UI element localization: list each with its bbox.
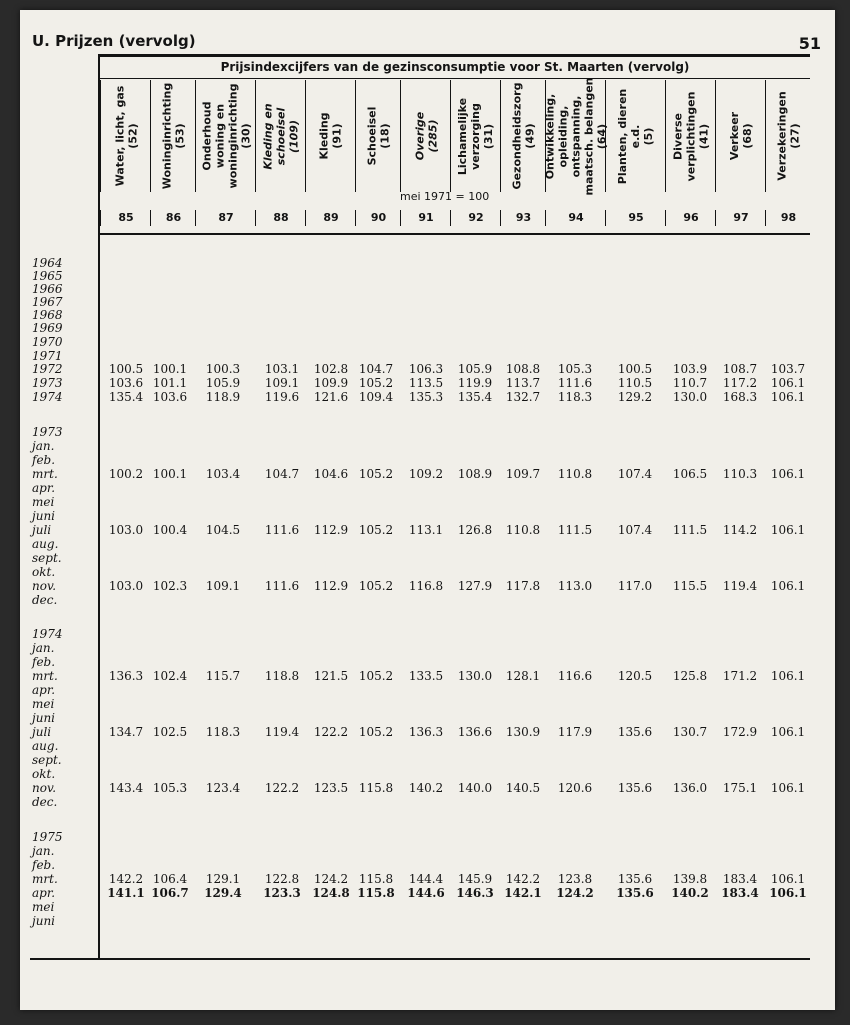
row-label: juni <box>32 914 56 928</box>
table-cell: 104.6 <box>313 467 349 481</box>
document-page <box>20 10 835 1010</box>
column-header <box>765 80 811 192</box>
table-cell: 115.8 <box>357 886 395 900</box>
table-cell: 111.5 <box>557 523 593 537</box>
column-number: 97 <box>715 210 766 226</box>
table-cell: 121.5 <box>313 669 349 683</box>
row-label: 1971 <box>32 349 63 363</box>
table-cell: 117.2 <box>722 376 758 390</box>
table-cell: 129.4 <box>204 886 242 900</box>
table-cell: 145.9 <box>457 872 493 886</box>
table-cell: 120.6 <box>557 781 593 795</box>
table-cell: 100.1 <box>152 467 188 481</box>
table-cell: 100.3 <box>205 362 241 376</box>
table-cell: 108.8 <box>505 362 541 376</box>
table-cell: 106.1 <box>770 376 806 390</box>
column-number: 86 <box>150 210 196 226</box>
table-cell: 103.1 <box>264 362 300 376</box>
table-cell: 111.6 <box>557 376 593 390</box>
table-cell: 110.3 <box>722 467 758 481</box>
table-cell: 100.1 <box>152 362 188 376</box>
table-cell: 142.2 <box>108 872 144 886</box>
table-cell: 105.2 <box>358 579 394 593</box>
row-label: jan. <box>32 844 55 858</box>
column-number: 89 <box>305 210 356 226</box>
column-header <box>195 80 256 192</box>
table-cell: 103.7 <box>770 362 806 376</box>
row-label: feb. <box>32 453 56 467</box>
table-cell: 101.1 <box>152 376 188 390</box>
row-label: mrt. <box>32 467 58 481</box>
table-cell: 104.7 <box>358 362 394 376</box>
column-header-label: Lichamelijke verzorging (31) <box>456 97 496 175</box>
table-cell: 117.0 <box>617 579 653 593</box>
table-cell: 105.3 <box>152 781 188 795</box>
table-cell: 115.7 <box>205 669 241 683</box>
title-rule <box>100 78 810 79</box>
row-label: juni <box>32 711 56 725</box>
table-cell: 119.6 <box>264 390 300 404</box>
table-cell: 102.5 <box>152 725 188 739</box>
table-cell: 175.1 <box>722 781 758 795</box>
column-header <box>715 80 766 192</box>
table-cell: 144.6 <box>407 886 445 900</box>
table-cell: 109.7 <box>505 467 541 481</box>
table-cell: 132.7 <box>505 390 541 404</box>
row-label: 1972 <box>32 362 63 376</box>
column-header-label: Verzekeringen (27) <box>775 91 802 181</box>
table-cell: 110.5 <box>617 376 653 390</box>
table-cell: 105.2 <box>358 669 394 683</box>
table-cell: 122.2 <box>264 781 300 795</box>
column-header <box>500 80 546 192</box>
table-cell: 141.1 <box>107 886 145 900</box>
row-label: okt. <box>32 565 56 579</box>
table-cell: 119.9 <box>457 376 493 390</box>
table-cell: 120.5 <box>617 669 653 683</box>
table-cell: 115.5 <box>672 579 708 593</box>
table-cell: 103.6 <box>152 390 188 404</box>
table-cell: 105.2 <box>358 376 394 390</box>
table-cell: 135.6 <box>617 872 653 886</box>
table-cell: 133.5 <box>408 669 444 683</box>
column-header-label: Kleding en schoeisel (109) <box>261 102 301 170</box>
table-cell: 105.9 <box>205 376 241 390</box>
table-cell: 107.4 <box>617 467 653 481</box>
table-cell: 124.2 <box>556 886 594 900</box>
column-header-label: Verkeer (68) <box>727 111 754 161</box>
row-label: dec. <box>32 795 58 809</box>
table-cell: 130.9 <box>505 725 541 739</box>
table-cell: 105.9 <box>457 362 493 376</box>
column-number: 92 <box>450 210 501 226</box>
table-cell: 142.1 <box>504 886 542 900</box>
table-cell: 130.7 <box>672 725 708 739</box>
table-cell: 127.9 <box>457 579 493 593</box>
table-cell: 135.3 <box>408 390 444 404</box>
column-header-label: Schoeisel (18) <box>365 106 392 166</box>
row-label: mei <box>32 900 55 914</box>
table-title: Prijsindexcijfers van de gezinsconsumptie voor St. Maarten (vervolg) <box>220 60 690 74</box>
table-cell: 135.4 <box>108 390 144 404</box>
column-number: 96 <box>665 210 716 226</box>
table-cell: 113.1 <box>408 523 444 537</box>
table-cell: 128.1 <box>505 669 541 683</box>
table-cell: 118.3 <box>205 725 241 739</box>
table-cell: 109.1 <box>264 376 300 390</box>
column-number: 87 <box>195 210 256 226</box>
bottom-rule <box>30 958 810 960</box>
table-cell: 105.2 <box>358 523 394 537</box>
column-number: 93 <box>500 210 546 226</box>
column-header <box>605 80 666 192</box>
table-cell: 103.0 <box>108 579 144 593</box>
table-cell: 119.4 <box>264 725 300 739</box>
table-cell: 125.8 <box>672 669 708 683</box>
table-cell: 139.8 <box>672 872 708 886</box>
row-label: aug. <box>32 739 59 753</box>
column-header-label: Gezondheidszorg (49) <box>510 82 537 190</box>
table-cell: 109.4 <box>358 390 394 404</box>
top-rule <box>100 54 810 57</box>
table-cell: 105.2 <box>358 467 394 481</box>
table-cell: 115.8 <box>358 781 394 795</box>
table-cell: 117.9 <box>557 725 593 739</box>
table-cell: 102.8 <box>313 362 349 376</box>
table-cell: 123.3 <box>263 886 301 900</box>
table-cell: 106.1 <box>770 523 806 537</box>
table-cell: 112.9 <box>313 523 349 537</box>
table-cell: 123.8 <box>557 872 593 886</box>
row-label: mei <box>32 495 55 509</box>
row-label: apr. <box>32 683 56 697</box>
table-cell: 121.6 <box>313 390 349 404</box>
column-header <box>255 80 306 192</box>
table-cell: 109.9 <box>313 376 349 390</box>
column-header-label: Ontwikkeling, opleiding, ontspanning, maatsch. belangen (64) <box>543 77 609 195</box>
table-cell: 106.3 <box>408 362 444 376</box>
table-cell: 106.1 <box>769 886 807 900</box>
table-cell: 135.6 <box>616 886 654 900</box>
column-number: 94 <box>545 210 606 226</box>
table-cell: 105.3 <box>557 362 593 376</box>
table-cell: 109.1 <box>205 579 241 593</box>
column-header <box>355 80 401 192</box>
table-cell: 140.2 <box>408 781 444 795</box>
table-cell: 135.6 <box>617 781 653 795</box>
column-header-label: Onderhoud woning en woninginrichting (30) <box>200 83 253 189</box>
row-label: jan. <box>32 641 55 655</box>
row-label: apr. <box>32 886 56 900</box>
row-label: 1966 <box>32 282 63 296</box>
column-header <box>305 80 356 192</box>
table-cell: 118.3 <box>557 390 593 404</box>
table-cell: 103.4 <box>205 467 241 481</box>
row-label: nov. <box>32 781 57 795</box>
table-cell: 100.4 <box>152 523 188 537</box>
table-cell: 111.6 <box>264 579 300 593</box>
column-header <box>543 77 609 195</box>
table-cell: 100.5 <box>617 362 653 376</box>
table-cell: 172.9 <box>722 725 758 739</box>
table-cell: 111.6 <box>264 523 300 537</box>
table-cell: 140.2 <box>671 886 709 900</box>
table-cell: 103.0 <box>108 523 144 537</box>
table-cell: 171.2 <box>722 669 758 683</box>
table-cell: 143.4 <box>108 781 144 795</box>
table-cell: 168.3 <box>722 390 758 404</box>
table-cell: 123.4 <box>205 781 241 795</box>
column-number: 85 <box>100 210 151 226</box>
column-header-label: Woninginrichting (53) <box>160 82 187 190</box>
table-cell: 113.5 <box>408 376 444 390</box>
row-label: mrt. <box>32 872 58 886</box>
row-label: 1969 <box>32 321 63 335</box>
table-cell: 126.8 <box>457 523 493 537</box>
table-cell: 124.8 <box>312 886 350 900</box>
column-number: 90 <box>355 210 401 226</box>
row-label: feb. <box>32 655 56 669</box>
table-cell: 183.4 <box>722 872 758 886</box>
table-cell: 104.7 <box>264 467 300 481</box>
table-cell: 135.6 <box>617 725 653 739</box>
table-cell: 111.5 <box>672 523 708 537</box>
row-label: feb. <box>32 858 56 872</box>
row-label: jan. <box>32 439 55 453</box>
row-label: 1974 <box>32 627 63 641</box>
row-label: sept. <box>32 753 62 767</box>
column-header <box>665 80 716 192</box>
row-label: 1964 <box>32 256 63 270</box>
table-cell: 110.8 <box>505 523 541 537</box>
table-cell: 130.0 <box>457 669 493 683</box>
row-label: 1975 <box>32 830 63 844</box>
column-number: 95 <box>605 210 666 226</box>
column-header-label: Overige (285) <box>412 111 439 161</box>
table-cell: 118.8 <box>264 669 300 683</box>
table-cell: 106.1 <box>770 467 806 481</box>
table-cell: 136.3 <box>108 669 144 683</box>
table-cell: 110.8 <box>557 467 593 481</box>
table-cell: 113.7 <box>505 376 541 390</box>
table-cell: 118.9 <box>205 390 241 404</box>
table-cell: 129.1 <box>205 872 241 886</box>
row-label: 1968 <box>32 308 63 322</box>
table-cell: 136.3 <box>408 725 444 739</box>
table-cell: 100.2 <box>108 467 144 481</box>
table-cell: 106.1 <box>770 781 806 795</box>
table-cell: 106.1 <box>770 579 806 593</box>
base-period-label: mei 1971 = 100 <box>400 190 490 203</box>
table-cell: 100.5 <box>108 362 144 376</box>
column-header-label: Water, licht, gas (52) <box>113 85 140 187</box>
table-cell: 102.4 <box>152 669 188 683</box>
table-cell: 123.5 <box>313 781 349 795</box>
table-cell: 113.0 <box>557 579 593 593</box>
table-cell: 136.6 <box>457 725 493 739</box>
table-cell: 106.1 <box>770 872 806 886</box>
column-number: 98 <box>765 210 811 226</box>
row-label: 1973 <box>32 376 63 390</box>
table-cell: 124.2 <box>313 872 349 886</box>
row-label: dec. <box>32 593 58 607</box>
table-cell: 106.4 <box>152 872 188 886</box>
column-header <box>400 80 451 192</box>
column-number: 88 <box>255 210 306 226</box>
table-cell: 106.1 <box>770 669 806 683</box>
table-cell: 116.8 <box>408 579 444 593</box>
table-cell: 106.7 <box>151 886 189 900</box>
row-label: mei <box>32 697 55 711</box>
row-label: nov. <box>32 579 57 593</box>
table-cell: 140.0 <box>457 781 493 795</box>
column-number: 91 <box>400 210 451 226</box>
table-cell: 144.4 <box>408 872 444 886</box>
row-label: juli <box>32 725 52 739</box>
row-label: juli <box>32 523 52 537</box>
table-cell: 107.4 <box>617 523 653 537</box>
table-cell: 119.4 <box>722 579 758 593</box>
column-header-label: Planten, dieren e.d. (5) <box>616 88 656 184</box>
row-label: okt. <box>32 767 56 781</box>
row-label: aug. <box>32 537 59 551</box>
table-cell: 129.2 <box>617 390 653 404</box>
table-cell: 108.9 <box>457 467 493 481</box>
row-label: sept. <box>32 551 62 565</box>
table-cell: 146.3 <box>456 886 494 900</box>
table-cell: 109.2 <box>408 467 444 481</box>
row-label: 1970 <box>32 335 63 349</box>
column-header <box>100 80 151 192</box>
header-rule <box>100 233 810 235</box>
table-cell: 106.1 <box>770 725 806 739</box>
table-cell: 103.6 <box>108 376 144 390</box>
table-cell: 116.6 <box>557 669 593 683</box>
section-header: U. Prijzen (vervolg) <box>32 32 196 50</box>
table-cell: 117.8 <box>505 579 541 593</box>
table-cell: 106.5 <box>672 467 708 481</box>
row-label: juni <box>32 509 56 523</box>
table-cell: 114.2 <box>722 523 758 537</box>
page-number: 51 <box>798 34 821 53</box>
table-cell: 112.9 <box>313 579 349 593</box>
column-header <box>450 80 501 192</box>
table-cell: 103.9 <box>672 362 708 376</box>
table-cell: 142.2 <box>505 872 541 886</box>
row-label: 1965 <box>32 269 63 283</box>
row-label: apr. <box>32 481 56 495</box>
table-cell: 135.4 <box>457 390 493 404</box>
table-cell: 115.8 <box>358 872 394 886</box>
column-header-label: Kleding (91) <box>317 112 344 160</box>
table-cell: 104.5 <box>205 523 241 537</box>
table-cell: 136.0 <box>672 781 708 795</box>
table-cell: 183.4 <box>721 886 759 900</box>
table-cell: 130.0 <box>672 390 708 404</box>
table-cell: 122.8 <box>264 872 300 886</box>
table-cell: 122.2 <box>313 725 349 739</box>
table-cell: 102.3 <box>152 579 188 593</box>
column-header <box>150 80 196 192</box>
table-cell: 110.7 <box>672 376 708 390</box>
table-cell: 108.7 <box>722 362 758 376</box>
row-label: 1974 <box>32 390 63 404</box>
table-cell: 134.7 <box>108 725 144 739</box>
column-header-label: Diverse verplichtingen (41) <box>671 91 711 181</box>
row-label: 1973 <box>32 425 63 439</box>
row-label: mrt. <box>32 669 58 683</box>
row-label: 1967 <box>32 295 63 309</box>
table-cell: 105.2 <box>358 725 394 739</box>
table-cell: 140.5 <box>505 781 541 795</box>
table-cell: 106.1 <box>770 390 806 404</box>
